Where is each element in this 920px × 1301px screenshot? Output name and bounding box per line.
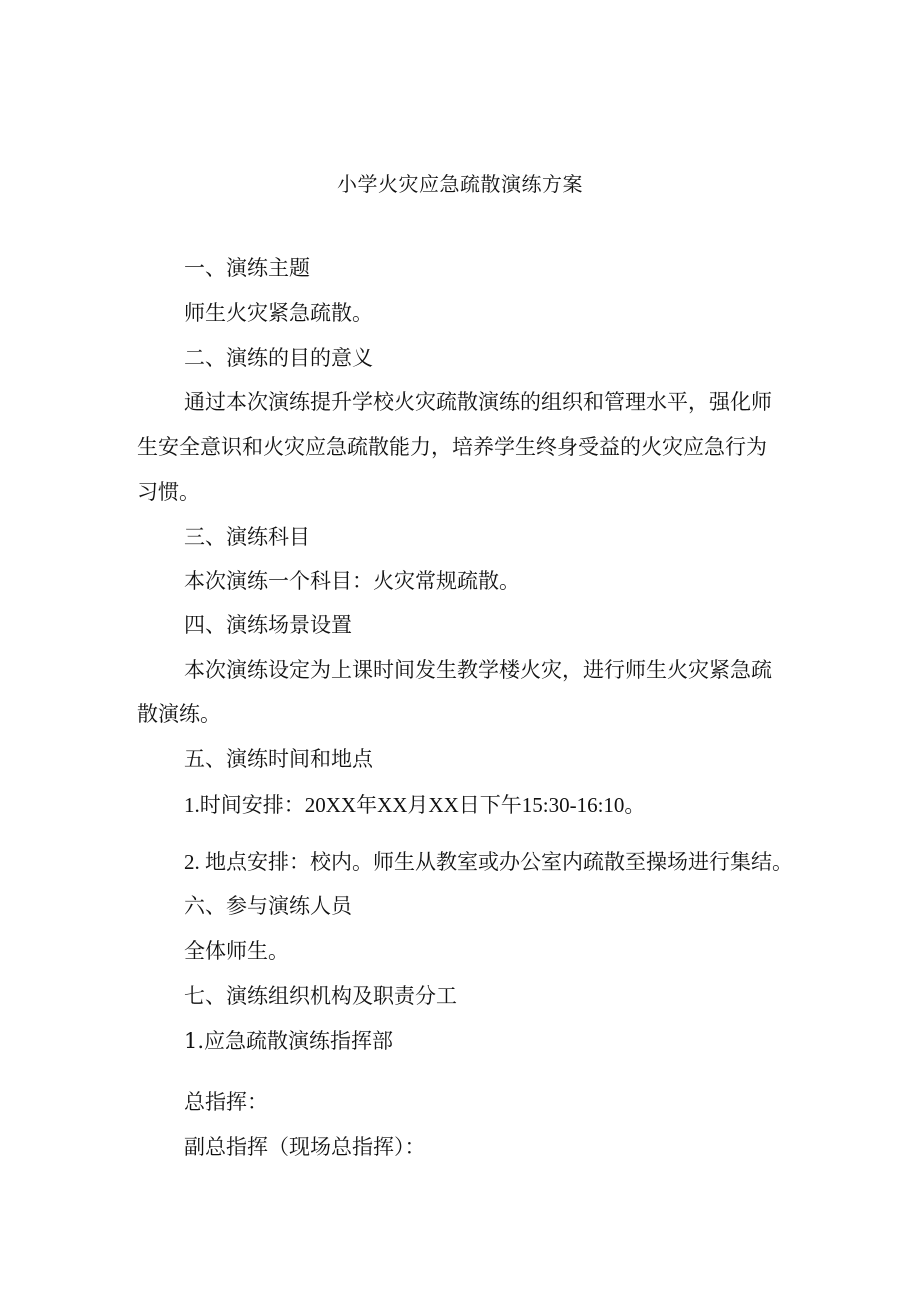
paragraph-line: 习惯。: [137, 480, 200, 504]
paragraph-line: 全体师生。: [184, 939, 289, 963]
subsection-heading: 1.应急疏散演练指挥部: [184, 1029, 394, 1053]
time-arrangement-line: 1.时间安排：20XX年XX月XX日下午15:30-16:10。: [184, 793, 646, 817]
section-heading-6: 六、参与演练人员: [184, 894, 352, 918]
location-arrangement-line: 2. 地点安排：校内。师生从教室或办公室内疏散至操场进行集结。: [184, 850, 793, 874]
section-heading-2: 二、演练的目的意义: [184, 346, 373, 370]
commander-line: 总指挥：: [184, 1090, 268, 1114]
paragraph-line: 本次演练一个科目：火灾常规疏散。: [184, 569, 520, 593]
section-heading-5: 五、演练时间和地点: [184, 747, 373, 771]
section-heading-1: 一、演练主题: [184, 256, 310, 280]
document-title: 小学火灾应急疏散演练方案: [337, 172, 583, 196]
paragraph-line: 师生火灾紧急疏散。: [184, 301, 373, 325]
section-heading-3: 三、演练科目: [184, 525, 310, 549]
paragraph-line: 本次演练设定为上课时间发生教学楼火灾，进行师生火灾紧急疏: [184, 658, 772, 682]
paragraph-line: 通过本次演练提升学校火灾疏散演练的组织和管理水平，强化师: [184, 390, 772, 414]
section-heading-4: 四、演练场景设置: [184, 613, 352, 637]
paragraph-line: 散演练。: [137, 702, 221, 726]
section-heading-7: 七、演练组织机构及职责分工: [184, 984, 457, 1008]
deputy-commander-line: 副总指挥（现场总指挥）：: [184, 1135, 426, 1159]
paragraph-line: 生安全意识和火灾应急疏散能力，培养学生终身受益的火灾应急行为: [137, 435, 767, 459]
